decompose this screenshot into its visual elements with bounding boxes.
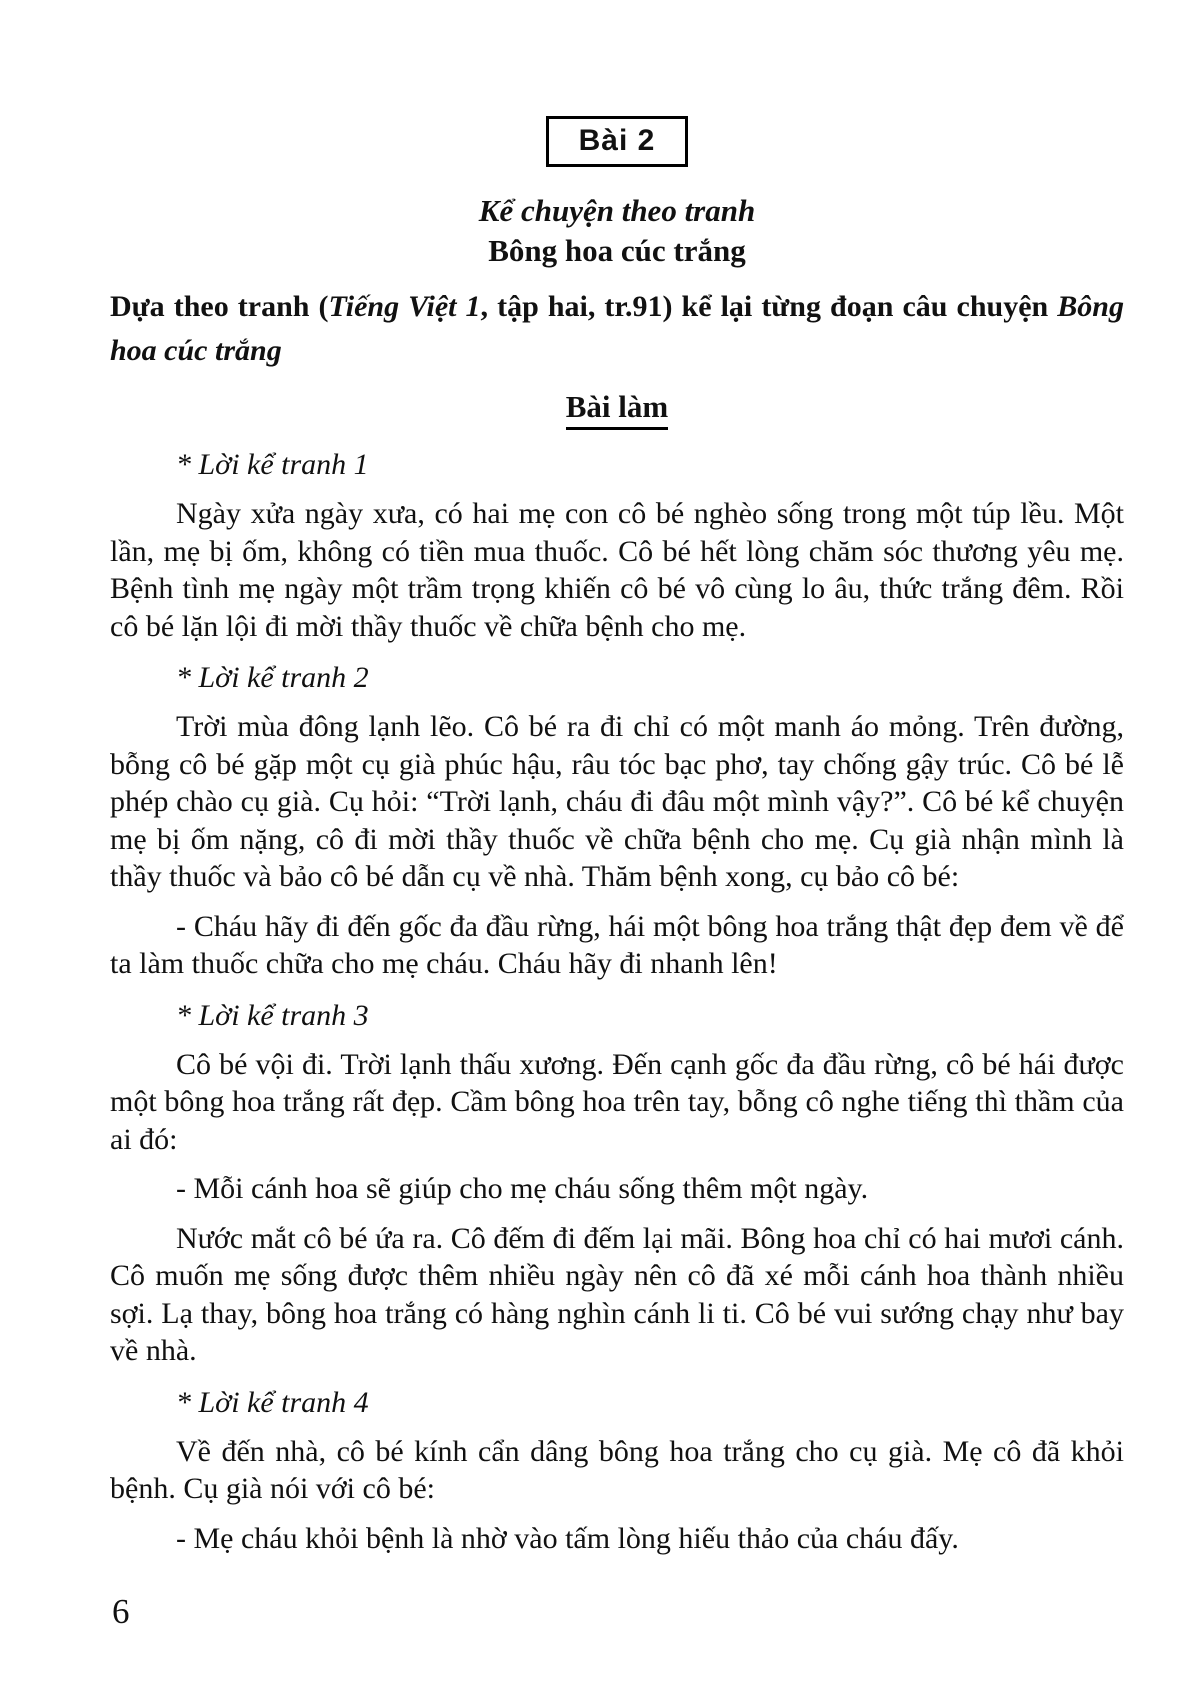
story-paragraph: Trời mùa đông lạnh lẽo. Cô bé ra đi chỉ có một manh áo mỏng. Trên đường, bỗng cô bé gặp một cụ già phúc hậu, râu tóc bạc phơ, tay chống gậy trúc. Cô bé lễ phép chào cụ già. Cụ hỏi: “Trời lạnh, cháu đi đâu một mình vậy?”. Cô bé kể chuyện mẹ bị ốm nặng, cô đi mời thầy thuốc về chữa bệnh cho mẹ. Cụ già nhận mình là thầy thuốc và bảo cô bé dẫn cụ về nhà. Thăm bệnh xong, cụ bảo cô bé: bbox=[110, 710, 1124, 893]
story-paragraph: Về đến nhà, cô bé kính cẩn dâng bông hoa trắng cho cụ già. Mẹ cô đã khỏi bệnh. Cụ già nói với cô bé: bbox=[110, 1434, 1124, 1505]
task-middle: , tập hai, tr.91) kể lại từng đoạn câu chuyện bbox=[480, 290, 1058, 323]
page-number: 6 bbox=[112, 1592, 130, 1631]
exercise-subtitle: Kể chuyện theo tranh bbox=[478, 193, 756, 228]
story-paragraph: Cô bé vội đi. Trời lạnh thấu xương. Đến cạnh gốc đa đầu rừng, cô bé hái được một bông hoa trắng rất đẹp. Cầm bông hoa trên tay, bỗng cô nghe tiếng thì thầm của ai đó: bbox=[110, 1047, 1124, 1156]
story-paragraph: Nước mắt cô bé ứa ra. Cô đếm đi đếm lại mãi. Bông hoa chỉ có hai mươi cánh. Cô muốn mẹ sống được thêm nhiều ngày nên cô đã xé mỗi cánh hoa thành nhiều sợi. Lạ thay, bông hoa trắng có hàng nghìn cánh li ti. Cô bé vui sướng chạy như bay về nhà. bbox=[110, 1221, 1124, 1367]
story-paragraph: Ngày xửa ngày xưa, có hai mẹ con cô bé nghèo sống trong một túp lều. Một lần, mẹ bị ốm, không có tiền mua thuốc. Cô bé hết lòng chăm sóc thương yêu mẹ. Bệnh tình mẹ ngày một trầm trọng khiến cô bé vô cùng lo âu, thức trắng đêm. Rồi cô bé lặn lội đi mời thầy thuốc về chữa bệnh cho mẹ. bbox=[110, 497, 1124, 643]
section-label-tranh-3: * Lời kể tranh 3 bbox=[176, 998, 369, 1032]
lesson-badge-container bbox=[110, 116, 1124, 167]
section-label-tranh-1: * Lời kể tranh 1 bbox=[176, 448, 369, 481]
dialogue-paragraph: - Cháu hãy đi đến gốc đa đầu rừng, hái một bông hoa trắng thật đẹp đem về để ta làm thuốc chữa cho mẹ cháu. Cháu hãy đi nhanh lên! bbox=[110, 909, 1124, 980]
lesson-number-badge: Bài 2 bbox=[546, 116, 689, 167]
answer-heading-container bbox=[110, 389, 1124, 430]
answer-body bbox=[110, 446, 1124, 1557]
dialogue-paragraph: - Mỗi cánh hoa sẽ giúp cho mẹ cháu sống thêm một ngày. bbox=[176, 1172, 869, 1205]
story-title: Bông hoa cúc trắng bbox=[488, 233, 746, 268]
task-story-title: Bông hoa cúc trắng bbox=[110, 290, 1124, 367]
task-book-title: Tiếng Việt 1 bbox=[328, 290, 481, 323]
task-prefix: Dựa theo tranh ( bbox=[110, 290, 329, 323]
task-instruction bbox=[110, 285, 1124, 373]
answer-heading: Bài làm bbox=[566, 389, 668, 430]
dialogue-paragraph: - Mẹ cháu khỏi bệnh là nhờ vào tấm lòng hiếu thảo của cháu đấy. bbox=[176, 1521, 959, 1555]
section-label-tranh-2: * Lời kể tranh 2 bbox=[176, 661, 369, 694]
section-label-tranh-4: * Lời kể tranh 4 bbox=[176, 1385, 369, 1419]
